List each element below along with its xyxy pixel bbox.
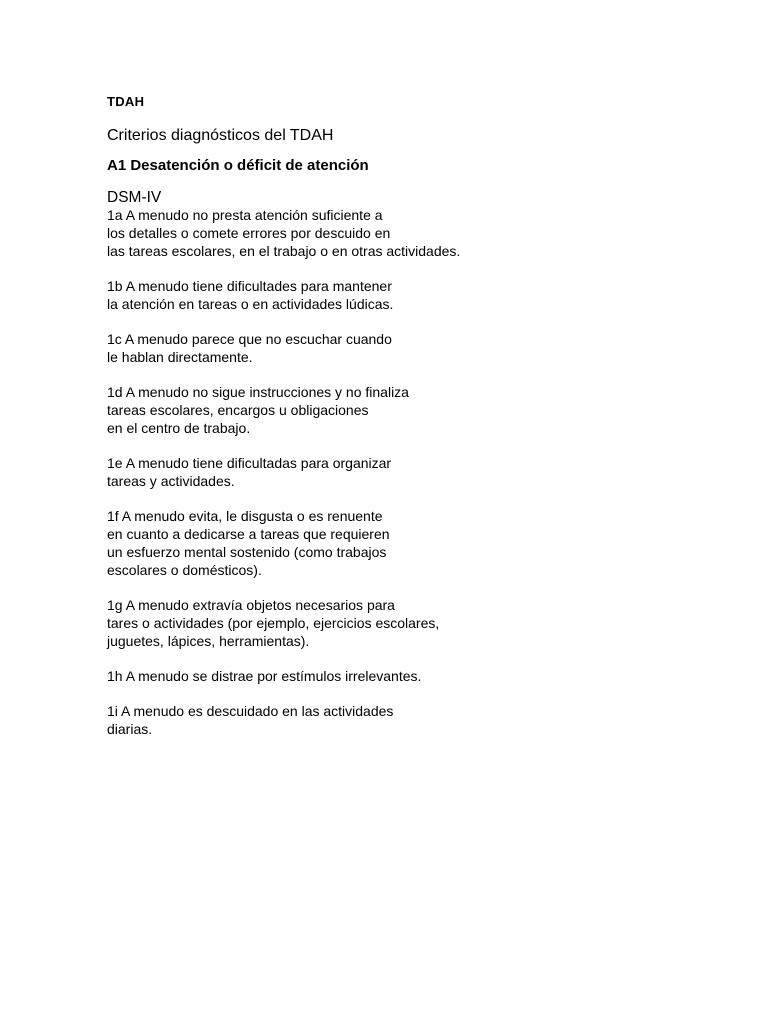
criterion-line: 1g A menudo extravía objetos necesarios para <box>107 597 395 613</box>
criterion-line: le hablan directamente. <box>107 349 253 365</box>
criterion-line: 1h A menudo se distrae por estímulos irrelevantes. <box>107 668 422 684</box>
criterion-line: un esfuerzo mental sostenido (como trabajos <box>107 544 387 560</box>
criterion-1i <box>107 702 727 738</box>
criterion-1f <box>107 507 727 579</box>
criterion-line: 1b A menudo tiene dificultades para mantener <box>107 278 392 294</box>
criterion-1d <box>107 383 727 437</box>
criterion-line: tares o actividades (por ejemplo, ejercicios escolares, <box>107 615 440 631</box>
source-label: DSM-IV <box>107 189 162 206</box>
criterion-line: la atención en tareas o en actividades lúdicas. <box>107 296 394 312</box>
criterion-1g <box>107 596 727 650</box>
criterion-1a <box>107 206 727 260</box>
criterion-line: 1a A menudo no presta atención suficiente a <box>107 207 383 223</box>
criterion-line: en cuanto a dedicarse a tareas que requieren <box>107 526 390 542</box>
criterion-line: diarias. <box>107 721 153 737</box>
criterion-line: tareas escolares, encargos u obligaciones <box>107 402 369 418</box>
section-heading: A1 Desatención o déficit de atención <box>107 157 369 174</box>
document-subtitle: Criterios diagnósticos del TDAH <box>107 127 334 144</box>
criterion-line: las tareas escolares, en el trabajo o en otras actividades. <box>107 243 461 259</box>
criterion-line: 1f A menudo evita, le disgusta o es renuente <box>107 508 383 524</box>
criterion-line: 1d A menudo no sigue instrucciones y no finaliza <box>107 384 409 400</box>
criterion-line: 1i A menudo es descuidado en las actividades <box>107 703 394 719</box>
criterion-line: 1c A menudo parece que no escuchar cuando <box>107 331 392 347</box>
criteria-list <box>107 206 727 755</box>
criterion-line: tareas y actividades. <box>107 473 235 489</box>
criterion-line: juguetes, lápices, herramientas). <box>107 633 310 649</box>
document-label: TDAH <box>107 94 145 109</box>
criterion-line: en el centro de trabajo. <box>107 420 251 436</box>
criterion-line: los detalles o comete errores por descuido en <box>107 225 391 241</box>
criterion-1h <box>107 667 727 685</box>
criterion-line: 1e A menudo tiene dificultadas para organizar <box>107 455 392 471</box>
criterion-1c <box>107 330 727 366</box>
criterion-1e <box>107 454 727 490</box>
criterion-line: escolares o domésticos). <box>107 562 262 578</box>
criterion-1b <box>107 277 727 313</box>
